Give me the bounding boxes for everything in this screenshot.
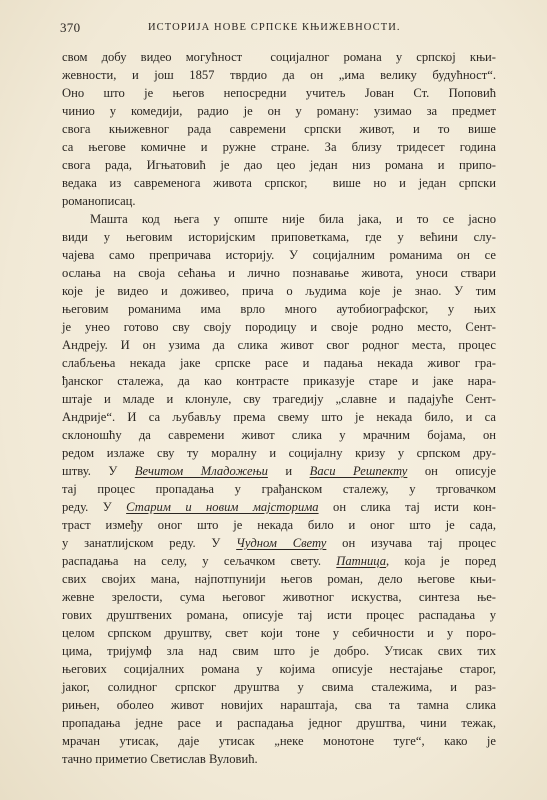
text-segment: свога књижевног рада савремени српски живот, и то више: [62, 122, 496, 136]
text-segment: Машта код њега у опште није била јака, и то се јасно: [90, 212, 496, 226]
text-line: [62, 534, 496, 552]
text-segment: целом српском друштву, свет који тоне у себичности и у поро-: [62, 626, 496, 640]
text-segment: штаје и младе и клонуле, сву трагедију „славне и падајуће Сент-: [62, 392, 496, 406]
text-segment: жевности, и још 1857 тврдио да он „има велику будућност“.: [62, 68, 496, 82]
text-line: [62, 498, 496, 516]
text-segment: Оно што је његов непосредни учитељ Јован Ст. Поповић: [62, 86, 496, 100]
text-segment: редом излаже сву ту моралну и социјалну кризу у српском дру-: [62, 446, 496, 460]
text-segment: слабљења некада јаке српске расе и падања некада живог гра-: [62, 356, 496, 370]
running-title: ИСТОРИЈА НОВЕ СРПСКЕ КЊИЖЕВНОСТИ.: [148, 22, 401, 33]
text-line: [62, 444, 496, 462]
work-title: Чудном Свету: [236, 536, 327, 550]
text-line: [62, 480, 496, 498]
text-line: [62, 570, 496, 588]
text-segment: ђанског сталежа, да као контрасте приказује старе и јаке нара-: [62, 374, 496, 388]
text-line: [62, 102, 496, 120]
text-segment: он слика тај исти кон-: [318, 500, 496, 514]
text-segment: ведака из савременога живота српског, више но и један српски: [62, 176, 496, 190]
text-line: [62, 678, 496, 696]
text-line: [62, 120, 496, 138]
text-segment: , која је поред: [386, 554, 496, 568]
text-line: [62, 174, 496, 192]
page-header: [60, 20, 500, 38]
text-segment: склоношћу да савремени живот слика у мрачним бојама, он: [62, 428, 496, 442]
text-segment: романописац.: [62, 194, 136, 208]
work-title: Васи Решпекту: [309, 464, 408, 478]
text-line: [62, 624, 496, 642]
text-segment: његових социјалних романа у којима описује нестајање старог,: [62, 662, 496, 676]
text-line: [62, 66, 496, 84]
text-segment: тачно приметио Светислав Вуловић.: [62, 752, 258, 766]
text-segment: свога рада, Игњатовић је дао цео један низ романа и припо-: [62, 158, 496, 172]
text-segment: је унео готово сву своју породицу и своје родно место, Сент-: [62, 320, 496, 334]
text-segment: у занатлијском реду. У: [62, 536, 237, 550]
text-segment: са његове комичне и ружне стране. За близу тридесет година: [62, 140, 496, 154]
text-segment: свом добу видео могућност социјалног романа у српској књи-: [62, 50, 496, 64]
paragraph: [62, 210, 496, 768]
text-segment: ослања на своја сећања и лично познавање живота, уноси ствари: [62, 266, 496, 280]
text-segment: Андреју. И он узима да слика живот свог родног места, процес: [62, 338, 496, 352]
text-segment: свих својих мана, најпотпунији његов роман, дело његове књи-: [62, 572, 496, 586]
text-line: [62, 210, 496, 228]
text-line: [62, 192, 496, 210]
work-title: Вечитом Младожењи: [134, 464, 268, 478]
text-segment: реду. У: [62, 500, 127, 514]
text-line: [62, 588, 496, 606]
text-line: [62, 552, 496, 570]
text-line: [62, 750, 496, 768]
text-line: [62, 246, 496, 264]
text-segment: распадања на селу, у сељачком свету.: [62, 554, 337, 568]
text-line: [62, 228, 496, 246]
text-segment: жевне зрелости, сума његовог животног искуства, синтеза ње-: [62, 590, 496, 604]
text-segment: он описује: [407, 464, 496, 478]
text-line: [62, 156, 496, 174]
text-line: [62, 642, 496, 660]
text-line: [62, 426, 496, 444]
text-segment: види у његовим историјским приповеткама, где у већини слу-: [62, 230, 496, 244]
text-segment: Андрије“. И са љубављу према свему што је некада било, и са: [62, 410, 496, 424]
text-segment: он изучава тај процес: [326, 536, 497, 550]
text-segment: његовим романима има врло много аутобиографског, у њих: [62, 302, 496, 316]
text-line: [62, 282, 496, 300]
page-number: 370: [60, 20, 81, 35]
text-line: [62, 138, 496, 156]
text-line: [62, 336, 496, 354]
text-line: [62, 516, 496, 534]
text-line: [62, 372, 496, 390]
text-line: [62, 354, 496, 372]
paragraph: [62, 48, 496, 210]
text-line: [62, 660, 496, 678]
text-segment: чајева само препричава историју. У социјалним романима он се: [62, 248, 496, 262]
text-segment: чинио у комедији, радио је он у роману: узимао за предмет: [62, 104, 496, 118]
text-line: [62, 606, 496, 624]
text-segment: траст између оног што је некада било и оног што је сада,: [62, 518, 496, 532]
text-segment: мрачан утисак, даје утисак „неке монотоне туге“, како је: [62, 734, 496, 748]
text-line: [62, 84, 496, 102]
text-line: [62, 300, 496, 318]
text-line: [62, 264, 496, 282]
text-line: [62, 732, 496, 750]
text-line: [62, 318, 496, 336]
text-segment: рињен, оболео живот новијих нараштаја, сва та тамна слика: [62, 698, 496, 712]
text-line: [62, 48, 496, 66]
text-line: [62, 696, 496, 714]
text-segment: и: [267, 464, 310, 478]
text-segment: тај процес пропадања у грађанском сталежу, у трговачком: [62, 482, 496, 496]
text-segment: пропадања једне расе и распадања једног друштва, чини тежак,: [62, 716, 496, 730]
text-segment: гових друштвених романа, описује тај исти процес распадања у: [62, 608, 496, 622]
text-segment: штву. У: [62, 464, 135, 478]
body-text: [62, 48, 496, 768]
work-title: Патница: [336, 554, 387, 568]
work-title: Старим и новим мајсторима: [126, 500, 319, 514]
text-line: [62, 714, 496, 732]
text-segment: које је видео и доживео, прича о људима које је знао. У тим: [62, 284, 496, 298]
text-line: [62, 390, 496, 408]
text-line: [62, 408, 496, 426]
text-segment: јаког, солидног српског друштва у свима сталежима, и раз-: [62, 680, 496, 694]
text-segment: цима, тријумф зла над свим што је добро. Утисак свих тих: [62, 644, 496, 658]
text-line: [62, 462, 496, 480]
